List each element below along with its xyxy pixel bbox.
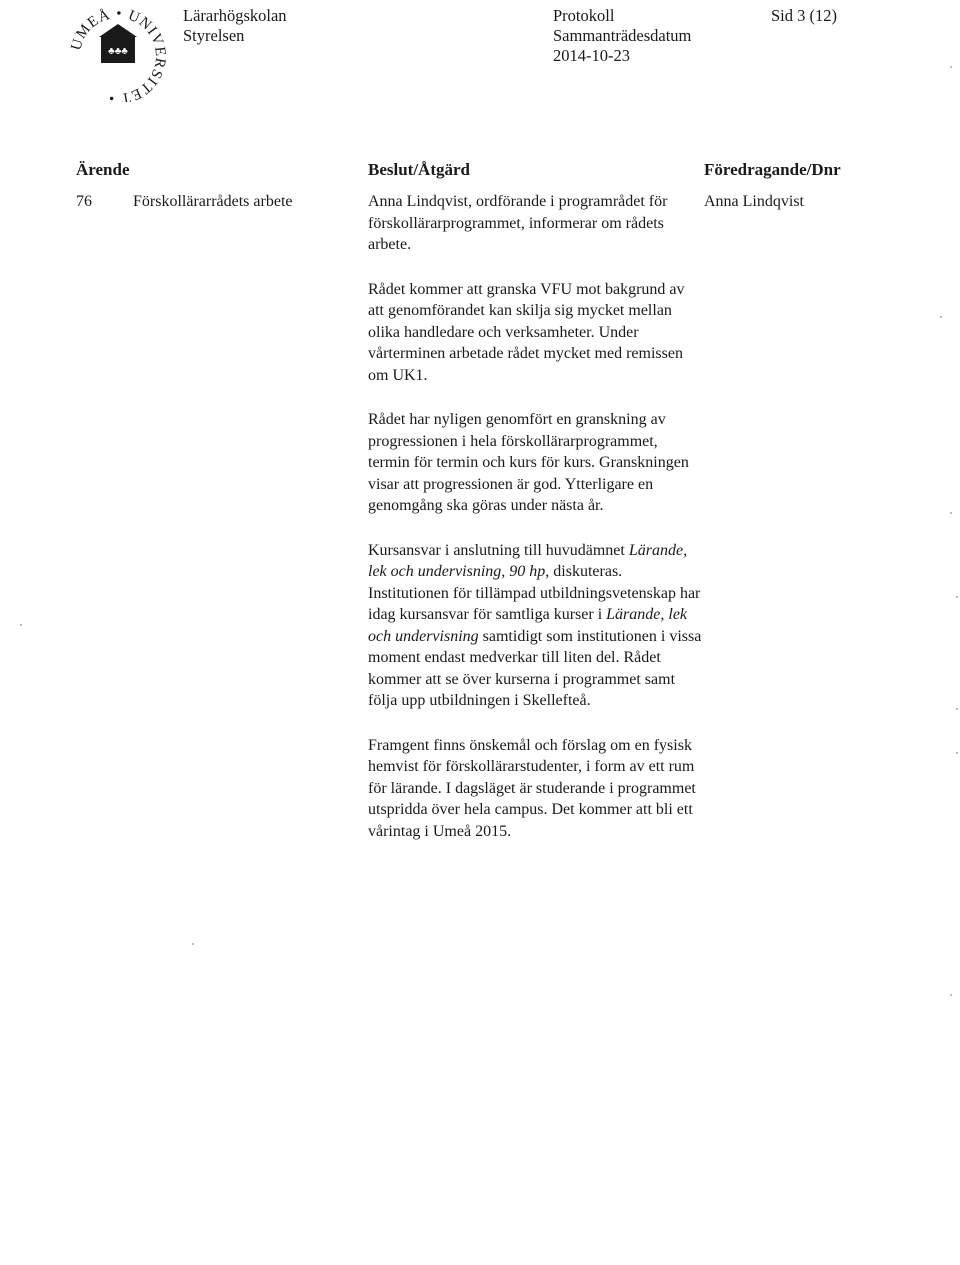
item-presenter: Anna Lindqvist [704, 193, 804, 210]
date-label: Sammanträdesdatum [553, 26, 692, 45]
item-number: 76 [76, 193, 92, 210]
page-number: Sid 3 (12) [771, 6, 837, 25]
scan-speck [956, 596, 958, 598]
org-name [183, 6, 287, 46]
scan-speck [950, 512, 952, 514]
university-seal-logo [66, 2, 170, 102]
meeting-date: 2014-10-23 [553, 46, 630, 65]
scan-speck [950, 994, 952, 996]
course-name-italic: Lärande, lek och undervisning, 90 hp, [368, 541, 688, 580]
paragraph: Anna Lindqvist, ordförande i programrådet för förskollärarprogrammet, informerar om rådets arbete. [368, 193, 668, 253]
course-name-italic: Lärande, lek och undervisning [368, 606, 688, 645]
text-run: diskuteras. Institutionen för tillämpad utbildningsvetenskap har idag kursansvar för samtliga kurser i [368, 563, 701, 623]
text-run: Kursansvar i anslutning till huvudämnet [368, 541, 629, 559]
paragraph: Framgent finns önskemål och förslag om en fysisk hemvist för förskollärarstudenter, i form av ett rum för lärande. I dagsläget är studerande i programmet utspridda över hela campus. Det kommer att bli ett vårintag i Umeå 2015. [368, 736, 696, 840]
column-heading-beslut: Beslut/Åtgärd [368, 160, 470, 179]
org-line-1: Lärarhögskolan [183, 6, 287, 25]
org-line-2: Styrelsen [183, 26, 245, 45]
column-heading-arende: Ärende [76, 160, 130, 179]
paragraph-course-responsibility [368, 540, 703, 712]
scan-speck [950, 66, 952, 68]
scan-speck [956, 708, 958, 710]
column-heading-foredragande: Föredragande/Dnr [704, 160, 841, 179]
scan-speck [192, 943, 194, 945]
scan-speck [956, 752, 958, 754]
scan-speck [20, 624, 22, 626]
scan-speck [940, 316, 942, 318]
item-title: Förskollärarrådets arbete [133, 193, 293, 210]
paragraph: Rådet har nyligen genomfört en granskning av progressionen i hela förskollärarprogrammet, termin för termin och kurs för kurs. Granskningen visar att progressionen är god. Ytterligare en genomgång ska göras under nästa år. [368, 411, 689, 514]
text-run: samtidigt som institutionen i vissa moment endast medverkar till liten del. Rådet kommer att se över kurserna i programmet samt följa upp utbildningen i Skellefteå. [368, 627, 702, 709]
svg-text:UMEÅ • UNIVERSITET •: UMEÅ • UNIVERSITET • [68, 5, 169, 102]
doc-meta [553, 6, 691, 66]
paragraph: Rådet kommer att granska VFU mot bakgrund av att genomförandet kan skilja sig mycket mellan olika handledare och verksamheter. Under vårterminen arbetade rådet mycket med remissen om UK1. [368, 280, 685, 384]
svg-text:♣♣♣: ♣♣♣ [108, 46, 128, 57]
decision-text [368, 191, 703, 865]
doc-type: Protokoll [553, 6, 615, 25]
